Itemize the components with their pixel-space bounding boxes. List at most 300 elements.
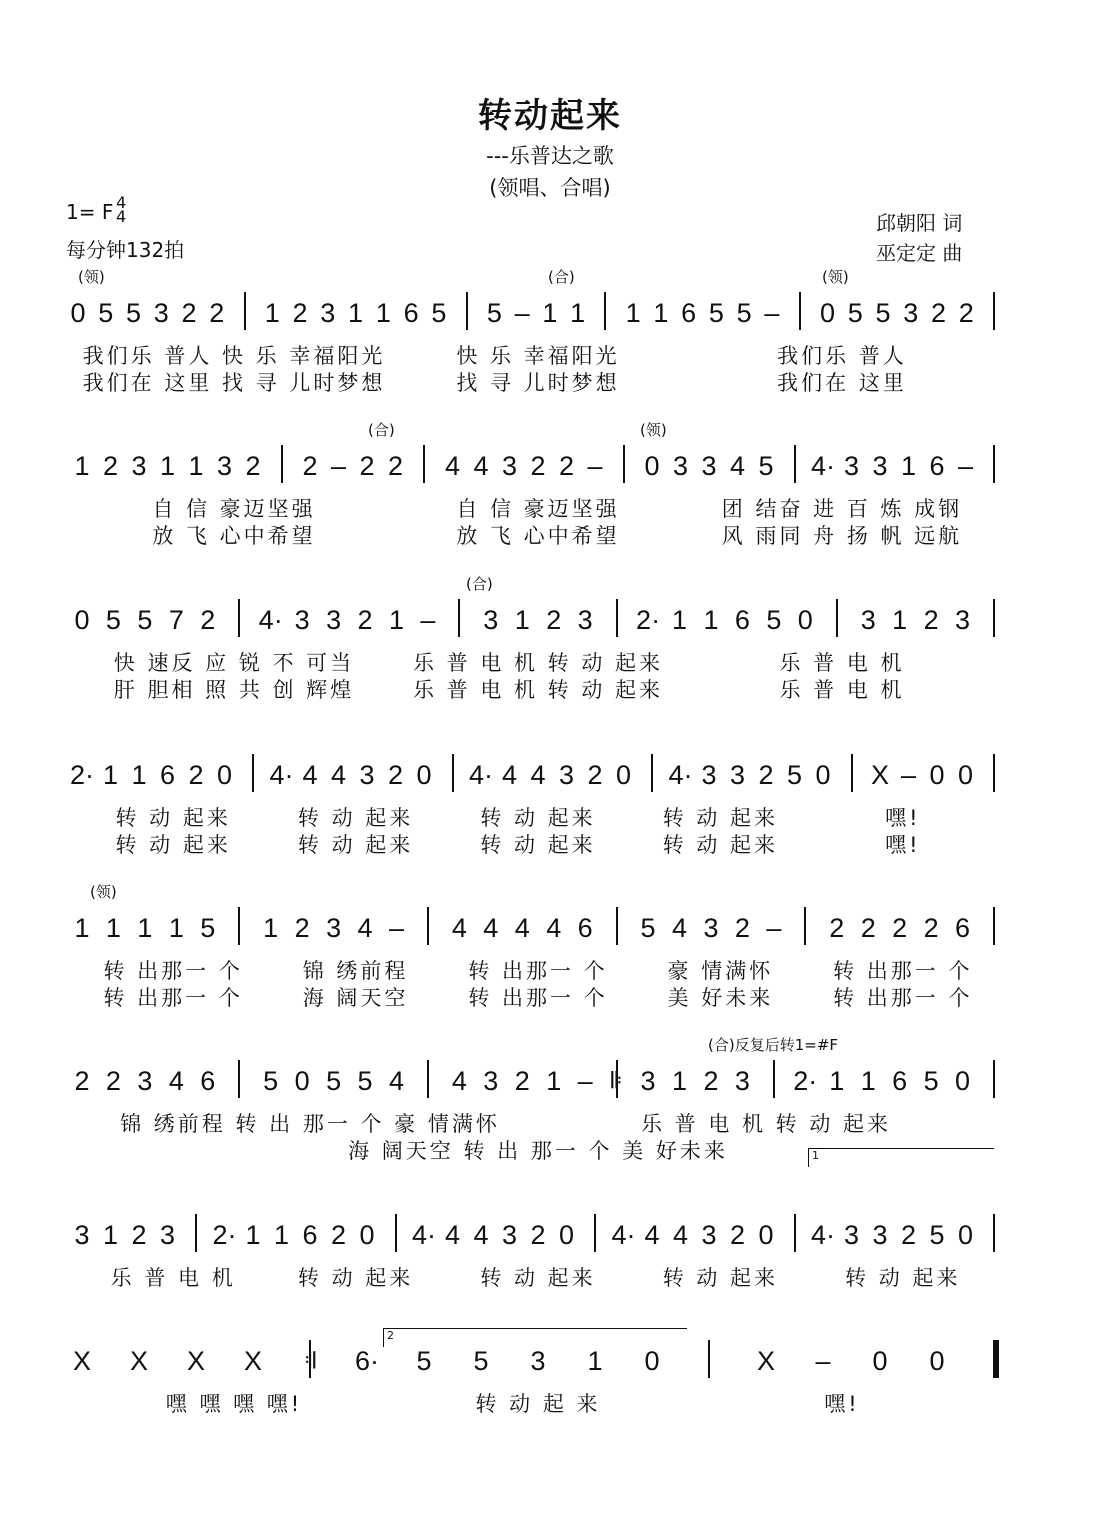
note: 1 xyxy=(542,298,558,328)
barline xyxy=(616,907,618,945)
note: 4 xyxy=(357,913,373,943)
song-title: 转动起来 xyxy=(478,96,622,136)
note: 1 xyxy=(900,451,917,481)
note: 2 xyxy=(703,1066,719,1096)
note: 1 xyxy=(625,298,641,328)
note: 4 xyxy=(501,760,518,790)
note: 5 xyxy=(486,298,502,328)
lyric-segment: 嘿 嘿 嘿 嘿! xyxy=(165,1392,303,1416)
note: 5 xyxy=(929,1220,945,1250)
barline xyxy=(458,599,460,637)
note: 5 xyxy=(786,760,803,790)
note: 3 xyxy=(843,1220,860,1250)
note: 2 xyxy=(930,298,946,328)
song-subtitle: ---乐普达之歌 xyxy=(486,144,614,168)
note: 1 xyxy=(829,1066,845,1096)
notation-row xyxy=(0,1058,1100,1108)
note: 1 xyxy=(703,605,719,635)
barline xyxy=(594,1214,596,1252)
note: X xyxy=(129,1346,149,1376)
part-mark: (领) xyxy=(640,421,667,439)
barline xyxy=(238,599,240,637)
score-system xyxy=(0,423,1100,553)
note: 0 xyxy=(872,1346,888,1376)
part-mark: (领) xyxy=(90,883,117,901)
note: 5 xyxy=(473,1346,489,1376)
note: 3 xyxy=(672,451,689,481)
note: 3 xyxy=(74,1220,90,1250)
lyric-segment: 乐 普 电 机 转 动 起来 xyxy=(412,651,664,675)
repeat-sign: 𝄇 xyxy=(304,1348,316,1373)
note: 1 xyxy=(672,605,688,635)
score-system xyxy=(0,1318,1100,1448)
barline xyxy=(794,445,796,483)
note: – xyxy=(766,913,782,943)
note: 4 xyxy=(388,1066,404,1096)
note: 2 xyxy=(387,451,404,481)
note: 2 xyxy=(294,913,310,943)
note: 2 xyxy=(387,760,404,790)
note: 1 xyxy=(102,760,119,790)
note: – xyxy=(577,1066,593,1096)
note: 2 xyxy=(292,298,308,328)
note: 2 xyxy=(758,760,774,790)
note: 2 xyxy=(530,451,546,481)
lyric-segment: 转 动 起来 xyxy=(662,1266,779,1290)
note: 4 xyxy=(672,1220,689,1250)
barline xyxy=(993,1214,995,1252)
note: 5 xyxy=(263,1066,279,1096)
lyric-line xyxy=(0,340,1100,368)
note: 4 xyxy=(473,451,489,481)
lyric-segment: 转 动 起来 xyxy=(845,1266,961,1290)
lyric-segment: 放 飞 心中希望 xyxy=(456,524,620,548)
note: 2 xyxy=(102,451,119,481)
note: 5 xyxy=(847,298,863,328)
note: 2 xyxy=(860,913,876,943)
lyric-line xyxy=(0,1388,1100,1416)
note: 1 xyxy=(514,605,530,635)
note: 3 xyxy=(701,1220,717,1250)
note: 6 xyxy=(929,451,945,481)
lyric-segment: 转 动 起来 xyxy=(480,833,596,857)
note: 4· xyxy=(611,1220,636,1250)
notation-row xyxy=(0,1212,1100,1262)
lyric-line xyxy=(0,674,1100,702)
note: 5 xyxy=(640,913,656,943)
note: 2 xyxy=(892,913,908,943)
note: 6 xyxy=(159,760,176,790)
lyric-segment: 转 出那一 个 xyxy=(833,959,973,983)
note: 0 xyxy=(797,605,813,635)
notation-row xyxy=(0,905,1100,955)
note: – xyxy=(764,298,780,328)
lyric-segment: 乐 普 电 机 xyxy=(779,678,905,702)
time-sig-top: 4 xyxy=(116,193,127,212)
lyric-segment: 转 动 起来 xyxy=(480,1266,596,1290)
key-label: 1= F xyxy=(66,200,114,224)
lyric-line xyxy=(0,829,1100,857)
lyric-line xyxy=(0,802,1100,830)
credits xyxy=(876,208,962,268)
note: 2 xyxy=(209,298,225,328)
note: 4· xyxy=(269,760,294,790)
notation-row xyxy=(0,443,1100,493)
composer: 巫定定 曲 xyxy=(876,241,963,265)
note: 0 xyxy=(615,760,632,790)
lyric-segment: 找 寻 儿时梦想 xyxy=(456,371,620,395)
note: 4 xyxy=(546,913,562,943)
note: 4· xyxy=(810,1220,836,1250)
note: 2 xyxy=(200,605,216,635)
barline xyxy=(993,599,995,637)
note: 4· xyxy=(258,605,283,635)
lyric-segment: 海 阔天空 xyxy=(302,986,409,1010)
note: 4 xyxy=(451,913,467,943)
note: – xyxy=(514,298,530,328)
lyric-segment: 锦 绣前程 转 出 那一 个 豪 情满怀 xyxy=(120,1112,500,1136)
note: X xyxy=(186,1346,206,1376)
note: 3 xyxy=(558,760,575,790)
note: 1 xyxy=(74,451,90,481)
barline xyxy=(773,1060,775,1098)
barline xyxy=(195,1214,197,1252)
note: 4· xyxy=(668,760,693,790)
note: 2· xyxy=(636,605,661,635)
note: 6· xyxy=(354,1346,380,1376)
note: 1 xyxy=(375,298,391,328)
note: 6 xyxy=(892,1066,908,1096)
note: 5 xyxy=(431,298,447,328)
lyric-segment: 转 出那一 个 xyxy=(833,986,973,1010)
note: – xyxy=(388,913,404,943)
barline xyxy=(851,754,853,792)
note: 2 xyxy=(530,1220,546,1250)
lyric-segment: 转 动 起来 xyxy=(297,1266,414,1290)
note: 2 xyxy=(74,1066,90,1096)
note: 4 xyxy=(729,451,746,481)
tempo-marking: 每分钟132拍 xyxy=(66,238,185,262)
note: 0 xyxy=(74,605,90,635)
note: 1 xyxy=(348,298,364,328)
note: 3 xyxy=(216,451,233,481)
lyric-segment: 美 好未来 xyxy=(667,986,774,1010)
note: 3 xyxy=(955,605,971,635)
note: 2· xyxy=(69,760,95,790)
barline xyxy=(804,907,806,945)
lyric-segment: 转 动 起来 xyxy=(662,806,779,830)
note: 2 xyxy=(587,760,603,790)
note: 2· xyxy=(793,1066,818,1096)
note: 2 xyxy=(900,1220,917,1250)
volta-bracket: 1 xyxy=(808,1148,994,1167)
volta-bracket: 2 xyxy=(383,1328,687,1347)
lyric-segment: 豪 情满怀 xyxy=(667,959,774,983)
note: 0 xyxy=(758,1220,774,1250)
barline xyxy=(993,292,995,330)
final-barline xyxy=(993,1340,999,1378)
note: 5 xyxy=(708,298,724,328)
note: 4 xyxy=(644,1220,660,1250)
note: 0 xyxy=(955,1066,971,1096)
note: 3 xyxy=(359,760,375,790)
lyric-segment: 转 出那一 个 xyxy=(468,959,608,983)
lyric-segment: 锦 绣前程 xyxy=(302,959,409,983)
repeat-sign: 𝄆 xyxy=(611,1068,622,1093)
note: 0 xyxy=(70,298,86,328)
note: 5 xyxy=(200,913,216,943)
note: 3 xyxy=(294,605,310,635)
lyric-segment: 我们乐 普人 快 乐 幸福阳光 xyxy=(82,344,386,368)
note: 2 xyxy=(958,298,974,328)
note: 0 xyxy=(819,298,835,328)
note: 1 xyxy=(137,913,153,943)
note: 2 xyxy=(923,605,939,635)
lyric-segment: 转 出那一 个 xyxy=(103,986,243,1010)
note: 5 xyxy=(736,298,752,328)
barline xyxy=(244,292,246,330)
barline xyxy=(993,1060,995,1098)
time-signature xyxy=(116,193,127,226)
note: 1 xyxy=(102,1220,119,1250)
barline xyxy=(252,754,254,792)
note: 3 xyxy=(159,1220,176,1250)
note: 0 xyxy=(929,1346,945,1376)
lyric-segment: 嘿! xyxy=(885,833,921,857)
note: 1 xyxy=(105,913,121,943)
note: 0 xyxy=(957,760,974,790)
note: 1 xyxy=(131,760,147,790)
part-mark: (领) xyxy=(822,268,849,286)
lyric-segment: 快 速反 应 锐 不 可当 xyxy=(113,651,355,675)
note: 3 xyxy=(137,1066,153,1096)
note: 3 xyxy=(501,451,518,481)
note: 2 xyxy=(558,451,575,481)
note: 3 xyxy=(501,1220,518,1250)
note: 3 xyxy=(320,298,336,328)
note: 2 xyxy=(923,913,939,943)
lyric-segment: 转 出那一 个 xyxy=(468,986,608,1010)
lyric-segment: 乐 普 电 机 xyxy=(779,651,905,675)
note: 1 xyxy=(860,1066,876,1096)
note: 3 xyxy=(860,605,876,635)
note: 6 xyxy=(681,298,697,328)
lyric-segment: 自 信 豪迈坚强 xyxy=(456,497,620,521)
note: 4 xyxy=(302,760,318,790)
note: 0 xyxy=(416,760,432,790)
note: 0 xyxy=(815,760,831,790)
note: 5 xyxy=(357,1066,373,1096)
note: 4 xyxy=(483,913,499,943)
note: 0 xyxy=(644,451,660,481)
note: 1 xyxy=(570,298,586,328)
barline xyxy=(281,445,283,483)
note: 2 xyxy=(357,605,373,635)
lyric-segment: 乐 普 电 机 转 动 起来 xyxy=(412,678,664,702)
notation-row xyxy=(0,597,1100,647)
note: 2· xyxy=(212,1220,237,1250)
key-signature xyxy=(66,193,127,226)
note: 4· xyxy=(411,1220,437,1250)
lyric-segment: 快 乐 幸福阳光 xyxy=(456,344,620,368)
note: 3 xyxy=(640,1066,656,1096)
barline xyxy=(427,1060,429,1098)
lyric-segment: 我们在 这里 xyxy=(777,371,907,395)
time-sig-bottom: 4 xyxy=(116,207,127,226)
note: 4 xyxy=(514,913,530,943)
note: 3 xyxy=(872,451,888,481)
note: 3 xyxy=(703,913,719,943)
note: 5 xyxy=(98,298,114,328)
lyric-segment: 我们乐 普人 xyxy=(777,344,907,368)
note: 2 xyxy=(359,451,375,481)
note: 3 xyxy=(872,1220,888,1250)
note: 3 xyxy=(326,913,342,943)
barline xyxy=(238,1060,240,1098)
barline xyxy=(395,1214,397,1252)
note: 4· xyxy=(810,451,836,481)
note: 4 xyxy=(444,1220,461,1250)
barline xyxy=(799,292,801,330)
lyric-segment: 乐 普 电 机 转 动 起来 xyxy=(640,1112,892,1136)
lyric-segment: 自 信 豪迈坚强 xyxy=(152,497,316,521)
barline xyxy=(427,907,429,945)
barline xyxy=(452,754,454,792)
barline xyxy=(466,292,468,330)
lyric-line xyxy=(0,955,1100,983)
note: 3 xyxy=(153,298,169,328)
note: 5 xyxy=(875,298,891,328)
note: 3 xyxy=(701,451,717,481)
note: 2 xyxy=(245,451,261,481)
note: 2 xyxy=(829,913,845,943)
lyric-segment: 转 动 起来 xyxy=(662,833,779,857)
lyric-line xyxy=(0,1108,1100,1136)
note: 3 xyxy=(483,1066,499,1096)
note: 0 xyxy=(957,1220,974,1250)
barline xyxy=(993,754,995,792)
lyric-segment: 转 动 起来 xyxy=(480,806,596,830)
note: 2 xyxy=(105,1066,121,1096)
barline xyxy=(238,907,240,945)
lyric-line xyxy=(0,367,1100,395)
note: 6 xyxy=(302,1220,318,1250)
note: 2 xyxy=(729,1220,746,1250)
part-mark: (领) xyxy=(78,268,105,286)
part-mark: (合) xyxy=(466,575,493,593)
note: – xyxy=(330,451,347,481)
lyric-segment: 转 出那一 个 xyxy=(103,959,243,983)
part-mark: (合) xyxy=(548,268,575,286)
note: 1 xyxy=(159,451,176,481)
note: 5 xyxy=(137,605,153,635)
note: 1 xyxy=(273,1220,290,1250)
note: 5 xyxy=(105,605,121,635)
barline xyxy=(794,1214,796,1252)
lyric-segment: 肝 胆相 照 共 创 辉煌 xyxy=(113,678,355,702)
note: 1 xyxy=(892,605,908,635)
note: 4 xyxy=(451,1066,467,1096)
lyric-line xyxy=(0,493,1100,521)
note: 3 xyxy=(131,451,147,481)
note: 0 xyxy=(359,1220,375,1250)
lyric-line xyxy=(0,1262,1100,1290)
note: 2 xyxy=(181,298,197,328)
note: 1 xyxy=(388,605,404,635)
note: 0 xyxy=(294,1066,310,1096)
note: 4 xyxy=(330,760,347,790)
note: – xyxy=(815,1346,831,1376)
score-system xyxy=(0,885,1100,1015)
part-mark: (合)反复后转1=#F xyxy=(708,1036,839,1054)
note: X xyxy=(756,1346,776,1376)
barline xyxy=(708,1340,710,1378)
note: 1 xyxy=(264,298,280,328)
note: 4 xyxy=(168,1066,184,1096)
note: 1 xyxy=(168,913,184,943)
note: 5 xyxy=(326,1066,342,1096)
lyric-segment: 放 飞 心中希望 xyxy=(152,524,316,548)
lyric-segment: 我们在 这里 找 寻 儿时梦想 xyxy=(82,371,386,395)
note: 7 xyxy=(168,605,184,635)
note: 4 xyxy=(530,760,546,790)
note: 4 xyxy=(473,1220,489,1250)
lyric-line xyxy=(0,647,1100,675)
barline xyxy=(993,445,995,483)
note: – xyxy=(957,451,974,481)
note: 3 xyxy=(729,760,746,790)
note: 0 xyxy=(644,1346,660,1376)
barline xyxy=(836,599,838,637)
note: 1 xyxy=(74,913,90,943)
note: 5 xyxy=(766,605,782,635)
note: X xyxy=(870,760,890,790)
note: 2 xyxy=(330,1220,347,1250)
note: 3 xyxy=(701,760,717,790)
note: 2 xyxy=(302,451,318,481)
score-system xyxy=(0,270,1100,400)
lyric-segment: 风 雨同 舟 扬 帆 远航 xyxy=(721,524,963,548)
note: 5 xyxy=(416,1346,432,1376)
note: X xyxy=(243,1346,263,1376)
score-system xyxy=(0,577,1100,707)
note: 2 xyxy=(546,605,562,635)
note: 1 xyxy=(587,1346,603,1376)
note: 6 xyxy=(403,298,419,328)
note: 1 xyxy=(188,451,204,481)
notation-row xyxy=(0,1338,1100,1388)
note: 1 xyxy=(672,1066,688,1096)
note: – xyxy=(587,451,603,481)
lyric-segment: 转 动 起来 xyxy=(115,833,231,857)
lyric-segment: 乐 普 电 机 xyxy=(110,1266,236,1290)
lyric-segment: 转 动 起来 xyxy=(297,833,414,857)
note: 3 xyxy=(577,605,593,635)
note: 0 xyxy=(216,760,233,790)
notation-row xyxy=(0,290,1100,340)
note: 6 xyxy=(577,913,593,943)
note: 1 xyxy=(546,1066,562,1096)
note: – xyxy=(420,605,436,635)
note: 5 xyxy=(125,298,142,328)
note: 2 xyxy=(734,913,750,943)
lyricist: 邱朝阳 词 xyxy=(876,211,963,235)
lyric-segment: 嘿! xyxy=(885,806,921,830)
note: 2 xyxy=(188,760,204,790)
note: 4· xyxy=(468,760,494,790)
note: X xyxy=(72,1346,92,1376)
note: 4 xyxy=(444,451,461,481)
